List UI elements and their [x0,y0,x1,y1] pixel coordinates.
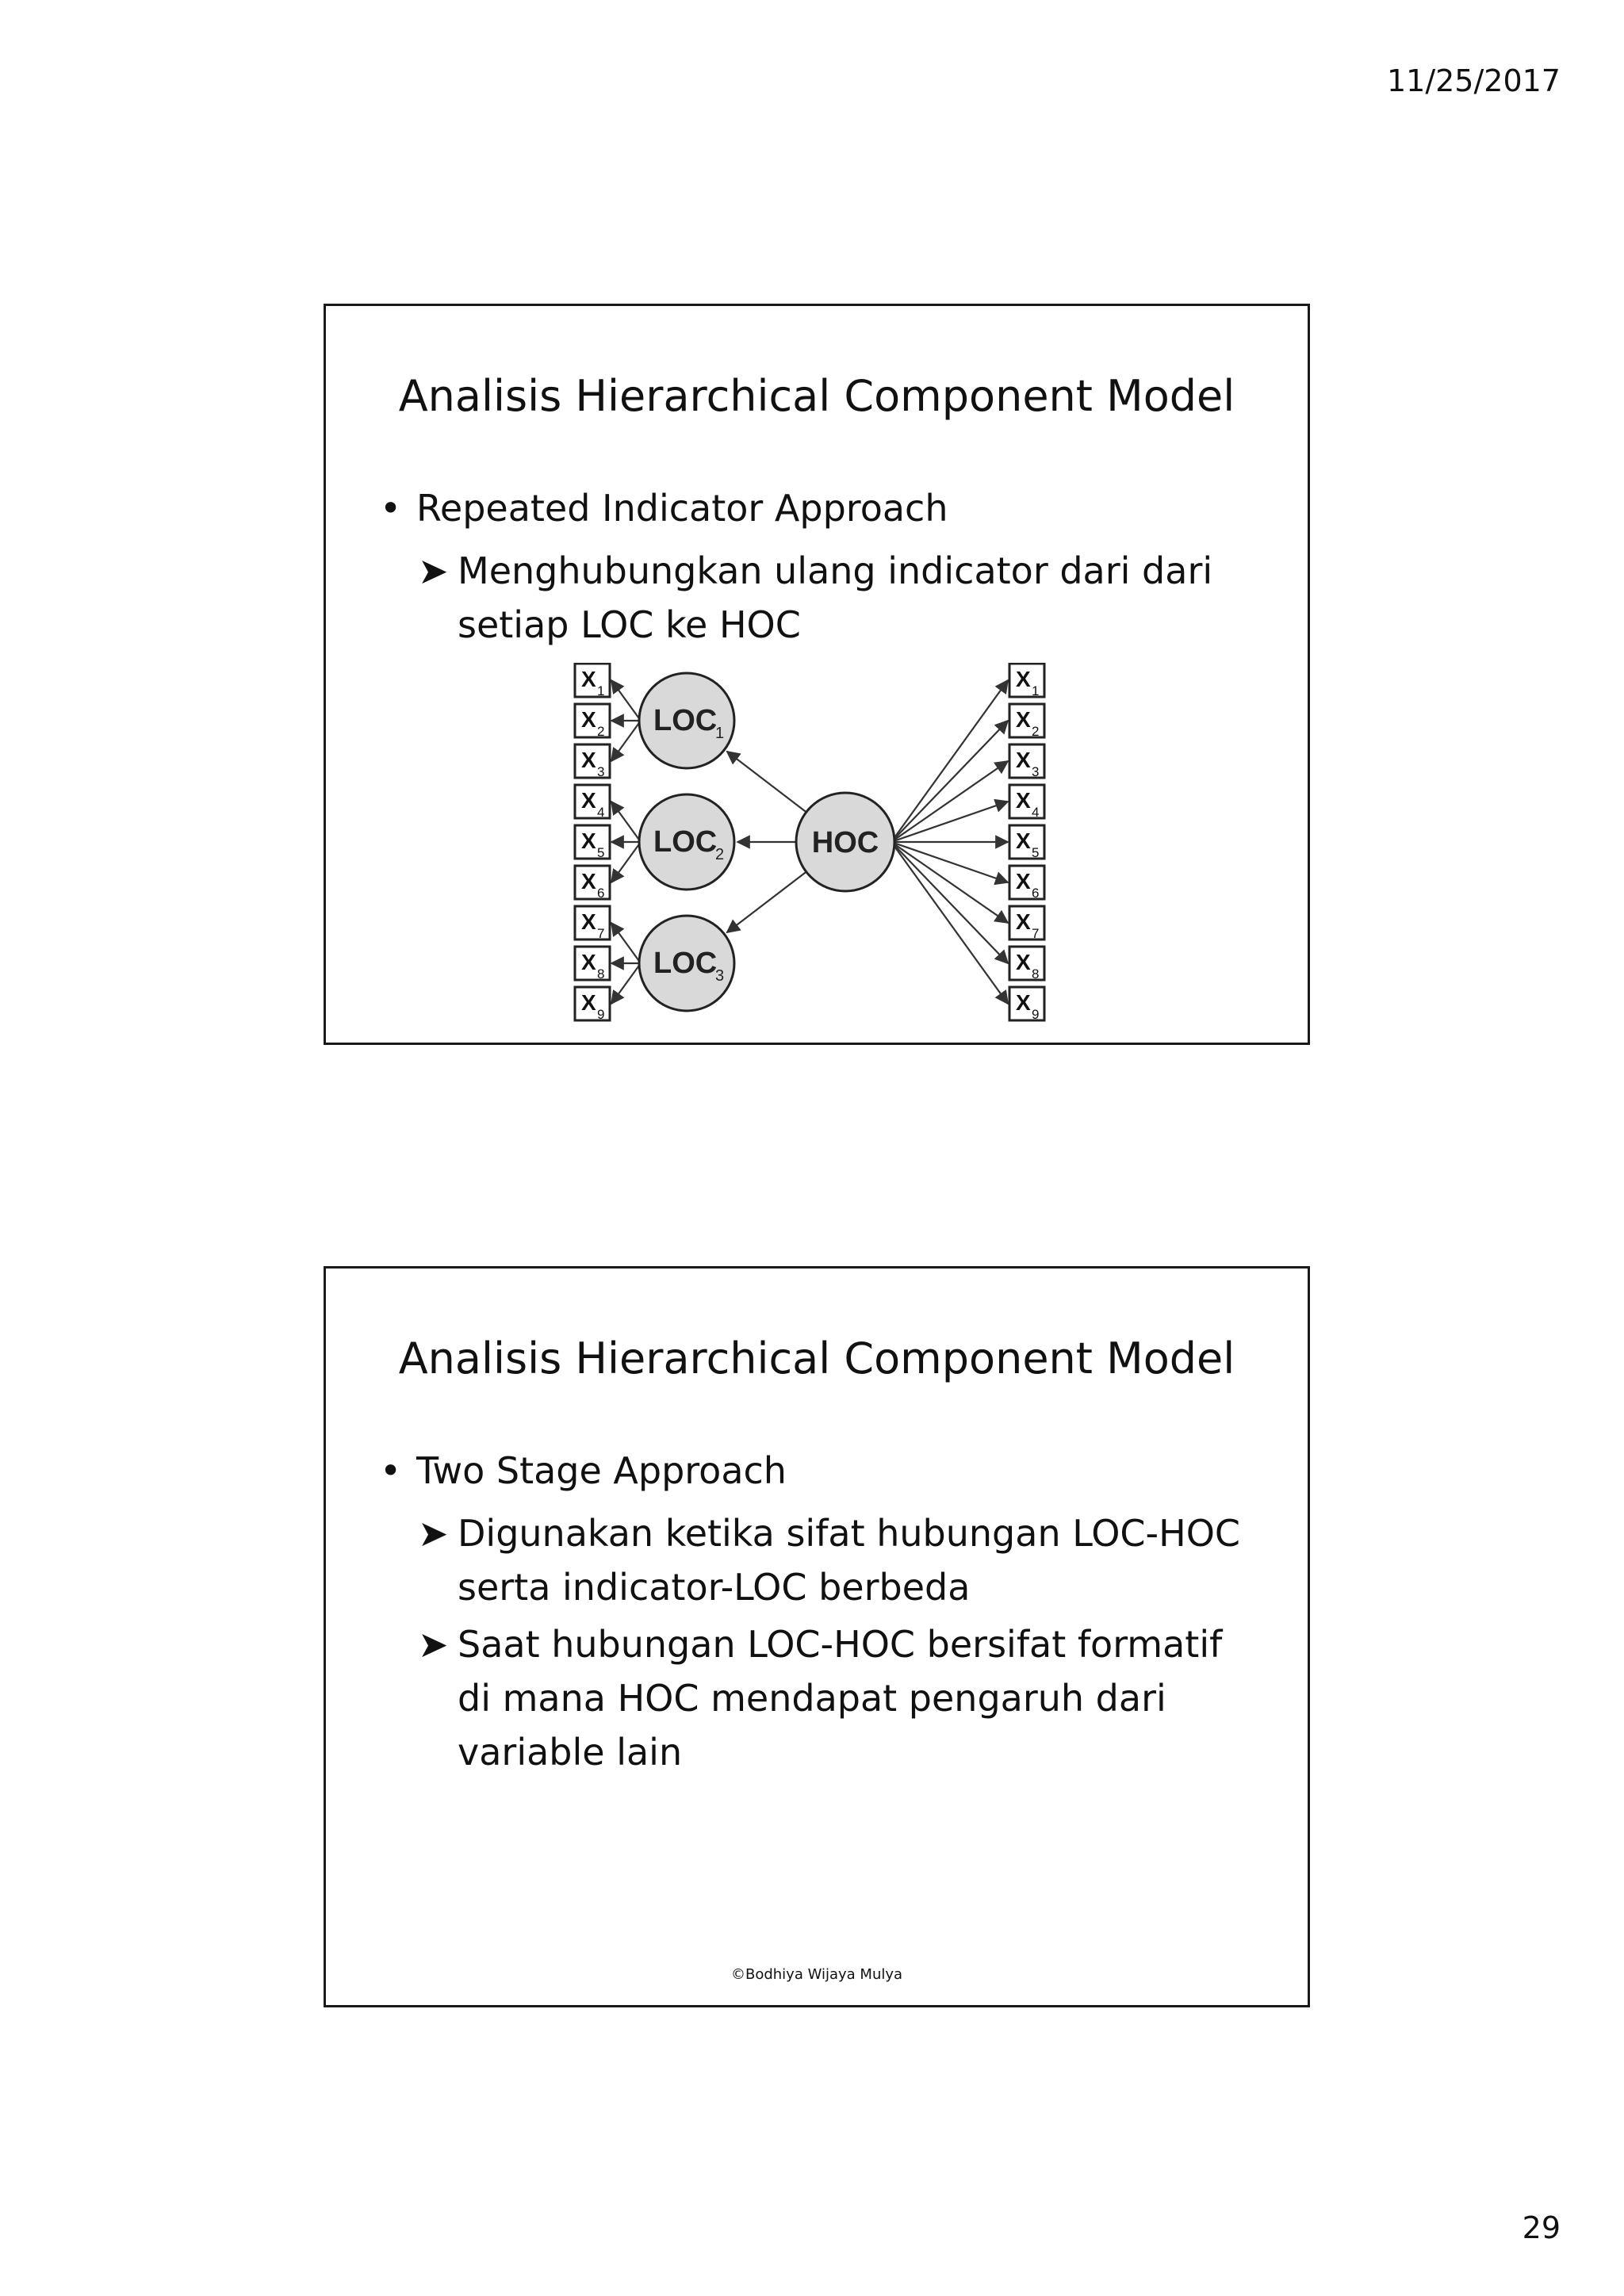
sub-bullet-item [418,544,1251,652]
bullet-text: Repeated Indicator Approach [416,487,948,530]
svg-text:6: 6 [1032,886,1040,901]
indicator-left-x3 [575,744,610,779]
svg-text:X: X [581,707,596,732]
svg-text:LOC: LOC [653,947,718,980]
svg-text:7: 7 [597,926,605,941]
svg-text:8: 8 [1032,966,1040,982]
svg-text:3: 3 [1032,764,1040,779]
slide-title: Analisis Hierarchical Component Model [398,371,1235,421]
svg-text:X: X [581,828,596,853]
indicator-left-x7 [575,906,610,941]
svg-text:7: 7 [1032,926,1040,941]
edge-hoc-indicator [891,842,1008,963]
edge-hoc-indicator [891,842,1008,882]
svg-text:X: X [581,748,596,772]
indicator-right-x1 [1009,664,1044,698]
svg-text:X: X [581,667,596,691]
sub-bullet-text: Menghubungkan ulang indicator dari dari setiap LOC ke HOC [458,549,1213,646]
svg-text:4: 4 [597,805,605,820]
svg-text:X: X [581,869,596,894]
indicator-left-x4 [575,785,610,820]
svg-text:X: X [1016,990,1031,1015]
edge-loc-indicator [611,721,641,761]
bullet-text: Two Stage Approach [416,1449,787,1492]
edge-loc-indicator [611,842,641,882]
slide-title: Analisis Hierarchical Component Model [398,1334,1235,1383]
indicator-right-x3 [1009,744,1044,779]
indicator-right-x7 [1009,906,1044,941]
svg-text:2: 2 [1032,724,1040,739]
svg-text:2: 2 [715,846,725,863]
indicator-left-x8 [575,947,610,982]
edge-loc-indicator [611,680,641,721]
edge-hoc-indicator [891,761,1008,842]
svg-text:1: 1 [1032,683,1040,698]
svg-text:4: 4 [1032,805,1040,820]
svg-text:3: 3 [715,967,725,985]
svg-text:X: X [581,788,596,813]
arrow-bullet-icon: ➤ [418,1512,449,1555]
svg-text:9: 9 [597,1007,605,1022]
svg-text:3: 3 [597,764,605,779]
indicator-right-x6 [1009,866,1044,901]
edge-hoc-indicator [891,802,1008,842]
edge-hoc-indicator [891,721,1008,842]
edge-hoc-indicator [891,842,1008,1004]
svg-text:8: 8 [597,966,605,982]
svg-text:2: 2 [597,724,605,739]
edge-loc-indicator [611,802,641,842]
copyright-text: ©Bodhiya Wijaya Mulya [730,1966,903,1983]
sub-bullet-item [418,1506,1251,1614]
indicator-left-x9 [575,987,610,1022]
svg-text:X: X [581,990,596,1015]
svg-text:X: X [1016,667,1031,691]
svg-text:5: 5 [597,845,605,860]
svg-text:X: X [1016,909,1031,934]
page-number: 29 [1522,2210,1561,2245]
sub-bullet-text: Digunakan ketika sifat hubungan LOC-HOC serta indicator-LOC berbeda [458,1512,1241,1609]
arrow-bullet-icon: ➤ [418,1623,449,1666]
svg-text:LOC: LOC [653,825,718,859]
svg-text:X: X [1016,828,1031,853]
indicator-right-x8 [1009,947,1044,982]
indicator-right-x4 [1009,785,1044,820]
edge-hoc-indicator [891,842,1008,923]
indicator-left-x5 [575,825,610,860]
sub-bullet-text: Saat hubungan LOC-HOC bersifat formatif di mana HOC mendapat pengaruh dari variable lain [458,1623,1223,1774]
indicator-left-x6 [575,866,610,901]
svg-text:X: X [1016,788,1031,813]
svg-text:X: X [581,909,596,934]
edge-loc-indicator [611,963,641,1004]
edge-loc-indicator [611,923,641,963]
svg-text:X: X [581,950,596,974]
edge-hoc-loc [727,752,806,812]
sub-bullet-item [418,1617,1251,1779]
hoc-node [796,793,894,891]
svg-text:X: X [1016,869,1031,894]
loc-1-node [639,673,734,768]
svg-text:5: 5 [1032,845,1040,860]
loc-3-node [639,916,734,1011]
slide-2 [324,1266,1310,2007]
arrow-bullet-icon: ➤ [418,549,449,592]
indicator-right-x9 [1009,987,1044,1022]
slide-1 [324,304,1310,1045]
indicator-right-x2 [1009,704,1044,739]
indicator-right-x5 [1009,825,1044,860]
svg-text:6: 6 [597,886,605,901]
indicator-left-x2 [575,704,610,739]
page-date: 11/25/2017 [1386,63,1561,98]
svg-text:1: 1 [597,683,605,698]
edge-hoc-loc [727,872,806,932]
svg-text:1: 1 [715,725,725,742]
loc-2-node [639,794,734,890]
svg-text:HOC: HOC [811,826,879,859]
svg-text:9: 9 [1032,1007,1040,1022]
svg-text:X: X [1016,707,1031,732]
hoc-diagram [572,663,1048,1027]
edge-hoc-indicator [891,680,1008,842]
svg-text:LOC: LOC [653,704,718,737]
indicator-left-x1 [575,664,610,698]
svg-text:X: X [1016,950,1031,974]
svg-text:X: X [1016,748,1031,772]
